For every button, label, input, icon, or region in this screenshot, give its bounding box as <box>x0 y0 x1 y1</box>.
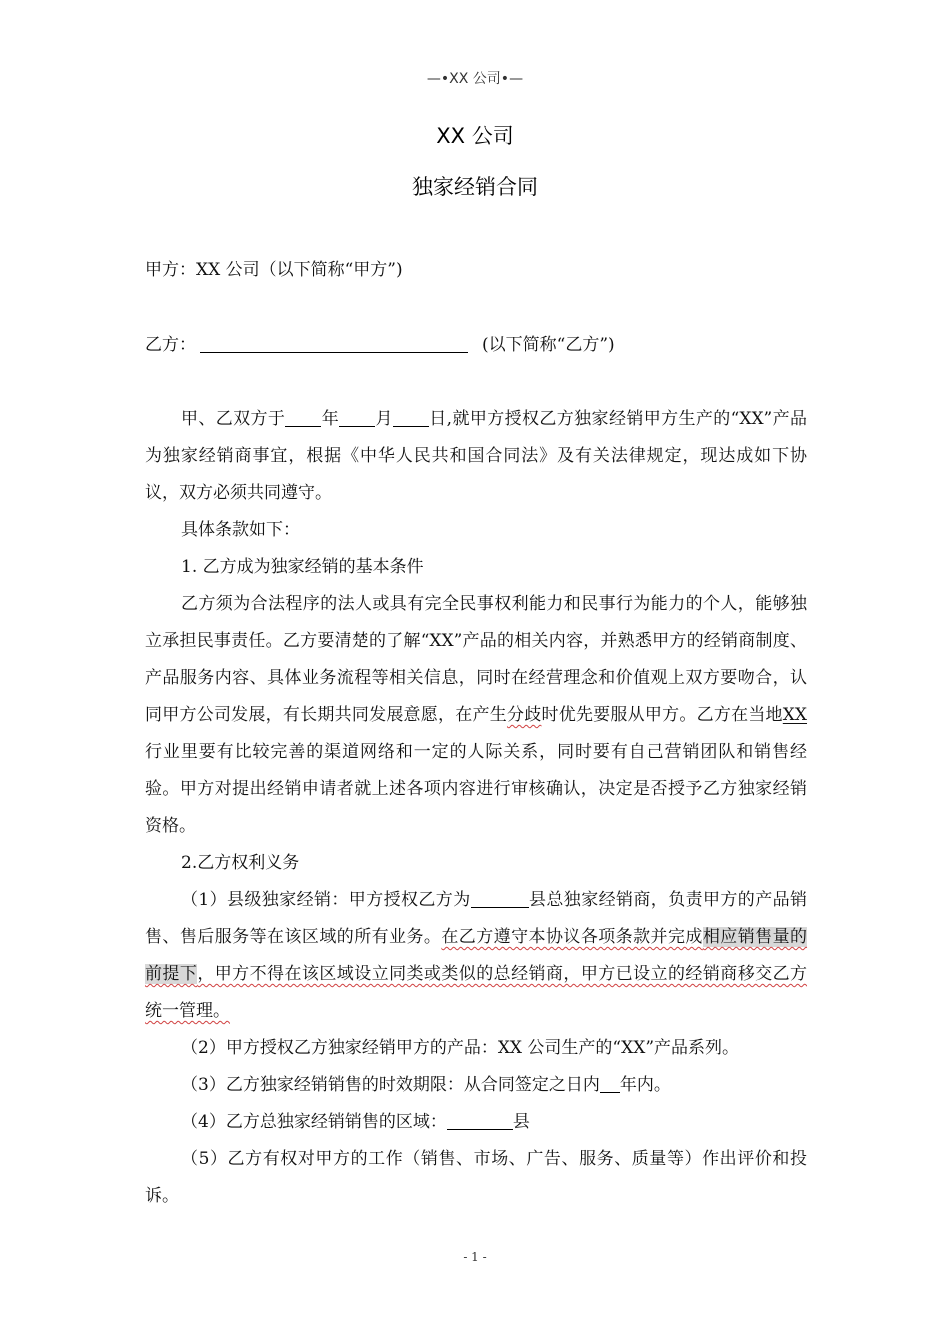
section2-item3 <box>145 1067 807 1104</box>
term-blank <box>600 1074 620 1093</box>
intro-text-1: 甲、乙双方于 <box>181 409 286 429</box>
section1-text-wavy: 分歧 <box>506 705 542 725</box>
title-company: XX 公司 <box>436 124 514 148</box>
terms-intro: 具体条款如下： <box>181 520 300 540</box>
item4-text-b: 县 <box>512 1112 530 1132</box>
county-blank <box>471 889 529 908</box>
party-b-label: 乙方： <box>145 335 196 355</box>
section1-text-b: 时优先要服从甲方。乙方在当地 <box>541 705 783 725</box>
section1-heading: 1. 乙方成为独家经销的基本条件 <box>181 557 424 577</box>
title-contract: 独家经销合同 <box>412 175 538 199</box>
item3-text-b: 年内。 <box>619 1075 671 1095</box>
party-b-line <box>145 334 615 355</box>
contract-body <box>145 401 807 1215</box>
party-b-blank <box>200 334 468 353</box>
item1-text-wavy1: 在乙方遵守本协议各项条款并完成 <box>441 927 703 947</box>
item1-text-b: 县总独家经销商，负责甲方的产品销售、售后服务等在该区域的所有业务。 <box>145 890 807 947</box>
item1-text-wavy2: ，甲方不得在该区域设立同类或类似的总经销商，甲方已设立的经销商移交乙方统一管理。 <box>145 964 808 1021</box>
page-header: —•XX 公司•— <box>426 71 524 87</box>
intro-text-2: 日,就甲方授权乙方独家经销甲方生产的“XX”产品为独家经销商事宜，根据《中华人民共和国合同法》及有关法律规定，现达成如下协议，双方必须共同遵守。 <box>145 409 808 503</box>
section1-paragraph <box>145 586 807 845</box>
item4-text-a: （4）乙方总独家经销销售的区域： <box>181 1112 447 1132</box>
section1-text-c: 行业里要有比较完善的渠道网络和一定的人际关系，同时要有自己营销团队和销售经验。甲方对提出经销申请者就上述各项内容进行审核确认，决定是否授予乙方独家经销资格。 <box>145 742 807 836</box>
region-blank <box>447 1111 513 1130</box>
item1-text-a: （1）县级独家经销：甲方授权乙方为 <box>181 890 471 910</box>
item3-text-a: （3）乙方独家经销销售的时效期限：从合同签定之日内 <box>181 1075 600 1095</box>
section2-heading: 2.乙方权利义务 <box>181 853 300 873</box>
intro-year: 年 <box>321 409 340 429</box>
section2-item4 <box>145 1104 807 1141</box>
item1-text-highlight: 相应销售量的前提下 <box>145 927 808 984</box>
year-blank <box>285 408 321 427</box>
page-number: - 1 - <box>463 1250 487 1264</box>
section2-item5: （5）乙方有权对甲方的工作（销售、市场、广告、服务、质量等）作出评价和投诉。 <box>145 1149 807 1206</box>
intro-paragraph <box>145 401 807 512</box>
party-a-line: 甲方：XX 公司（以下简称“甲方”) <box>145 260 403 280</box>
section1-text-a: 乙方须为合法程序的法人或具有完全民事权利能力和民事行为能力的个人，能够独立承担民事责任。乙方要清楚的了解“XX”产品的相关内容，并熟悉甲方的经销商制度、产品服务内容、具体业务流程等相关信息，同时在经营理念和价值观上双方要吻合，认同甲方公司发展，有长期共同发展意愿，在产生 <box>145 594 807 725</box>
section1-text-underlined: XX <box>782 705 808 725</box>
section2-item1 <box>145 882 807 1030</box>
intro-month: 月 <box>375 409 393 429</box>
month-blank <box>339 408 375 427</box>
section2-item2: （2）甲方授权乙方独家经销甲方的产品：XX 公司生产的“XX”产品系列。 <box>181 1038 740 1058</box>
day-blank <box>393 408 429 427</box>
party-b-suffix: (以下简称“乙方”) <box>482 335 615 355</box>
